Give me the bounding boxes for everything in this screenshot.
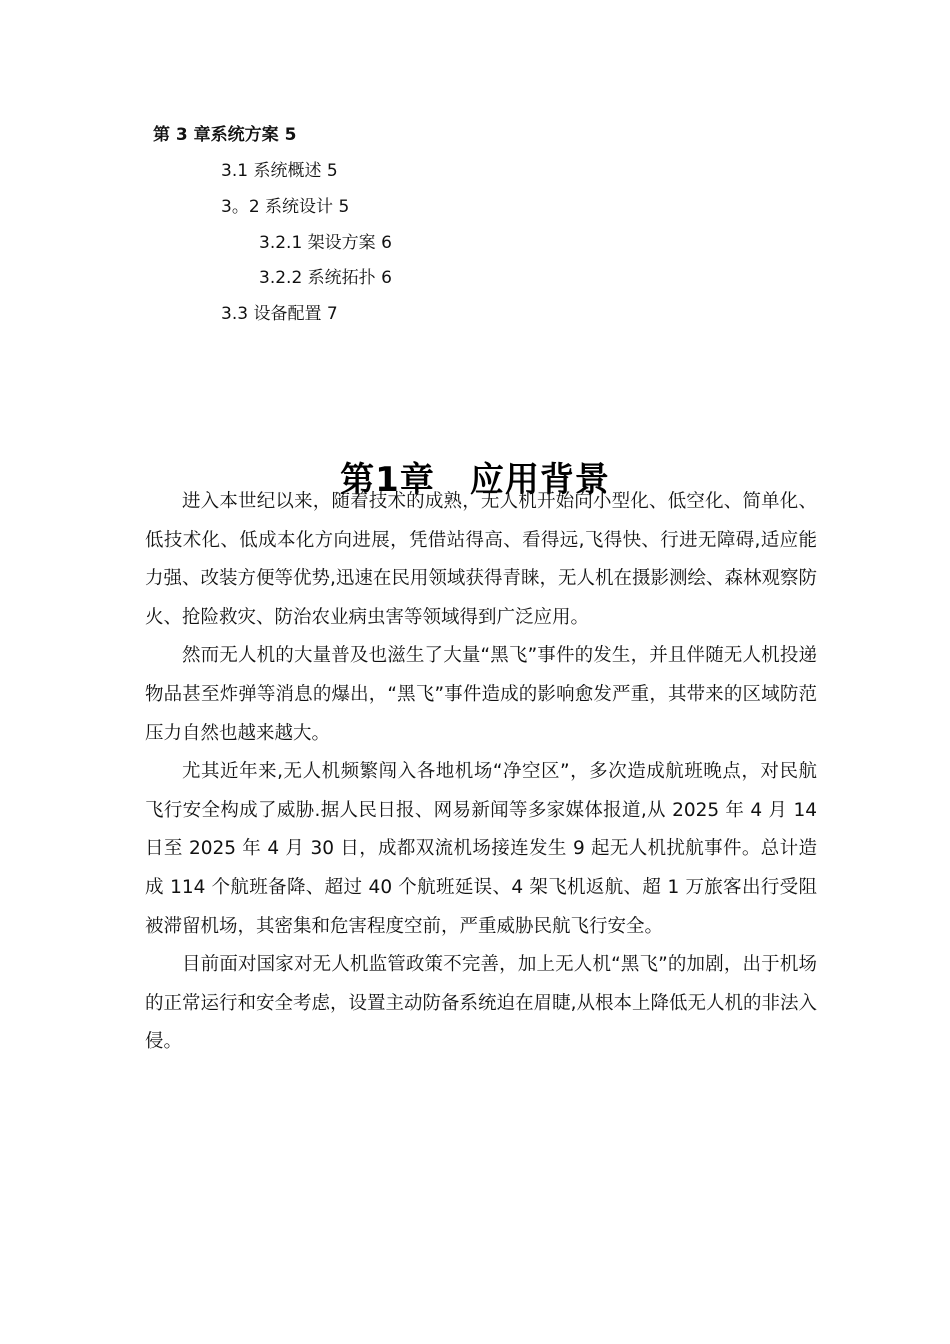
toc-entry-3-3[interactable]: 3.3 设备配置 7 — [221, 304, 338, 324]
toc-entry-3-2-1[interactable]: 3.2.1 架设方案 6 — [259, 233, 392, 253]
paragraph: 然而无人机的大量普及也滋生了大量“黑飞”事件的发生，并且伴随无人机投递物品甚至炸弹等消息的爆出，“黑飞”事件造成的影响愈发严重，其带来的区域防范压力自然也越来越大。 — [145, 645, 817, 744]
paragraph: 目前面对国家对无人机监管政策不完善，加上无人机“黑飞”的加剧，出于机场的正常运行和安全考虑，设置主动防备系统迫在眉睫,从根本上降低无人机的非法入侵。 — [145, 954, 817, 1053]
chapter-title: 第1章 应用背景 — [340, 459, 610, 500]
chapter-body — [145, 483, 817, 1062]
toc-entry-3-2-2[interactable]: 3.2.2 系统拓扑 6 — [259, 268, 392, 288]
paragraph: 尤其近年来,无人机频繁闯入各地机场“净空区”，多次造成航班晚点，对民航飞行安全构成了威胁.据人民日报、网易新闻等多家媒体报道,从 2025 年 4 月 14 日至 2025 年 4 月 30 日，成都双流机场接连发生 9 起无人机扰航事件。总计造成 114 个航班备降、超过 40 个航班延误、4 架飞机返航、超 1 万旅客出行受阻被滞留机场，其密集和危害程度空前，严重威胁民航飞行安全。 — [145, 761, 817, 937]
toc-entry-chapter-3[interactable]: 第 3 章系统方案 5 — [153, 125, 297, 145]
paragraph: 进入本世纪以来，随着技术的成熟，无人机开始向小型化、低空化、简单化、低技术化、低成本化方向进展，凭借站得高、看得远,飞得快、行进无障碍,适应能力强、改装方便等优势,迅速在民用领域获得青睐，无人机在摄影测绘、森林观察防火、抢险救灾、防治农业病虫害等领域得到广泛应用。 — [145, 491, 817, 628]
toc-entry-3-2[interactable]: 3。2 系统设计 5 — [221, 197, 350, 217]
toc-entry-3-1[interactable]: 3.1 系统概述 5 — [221, 161, 338, 181]
